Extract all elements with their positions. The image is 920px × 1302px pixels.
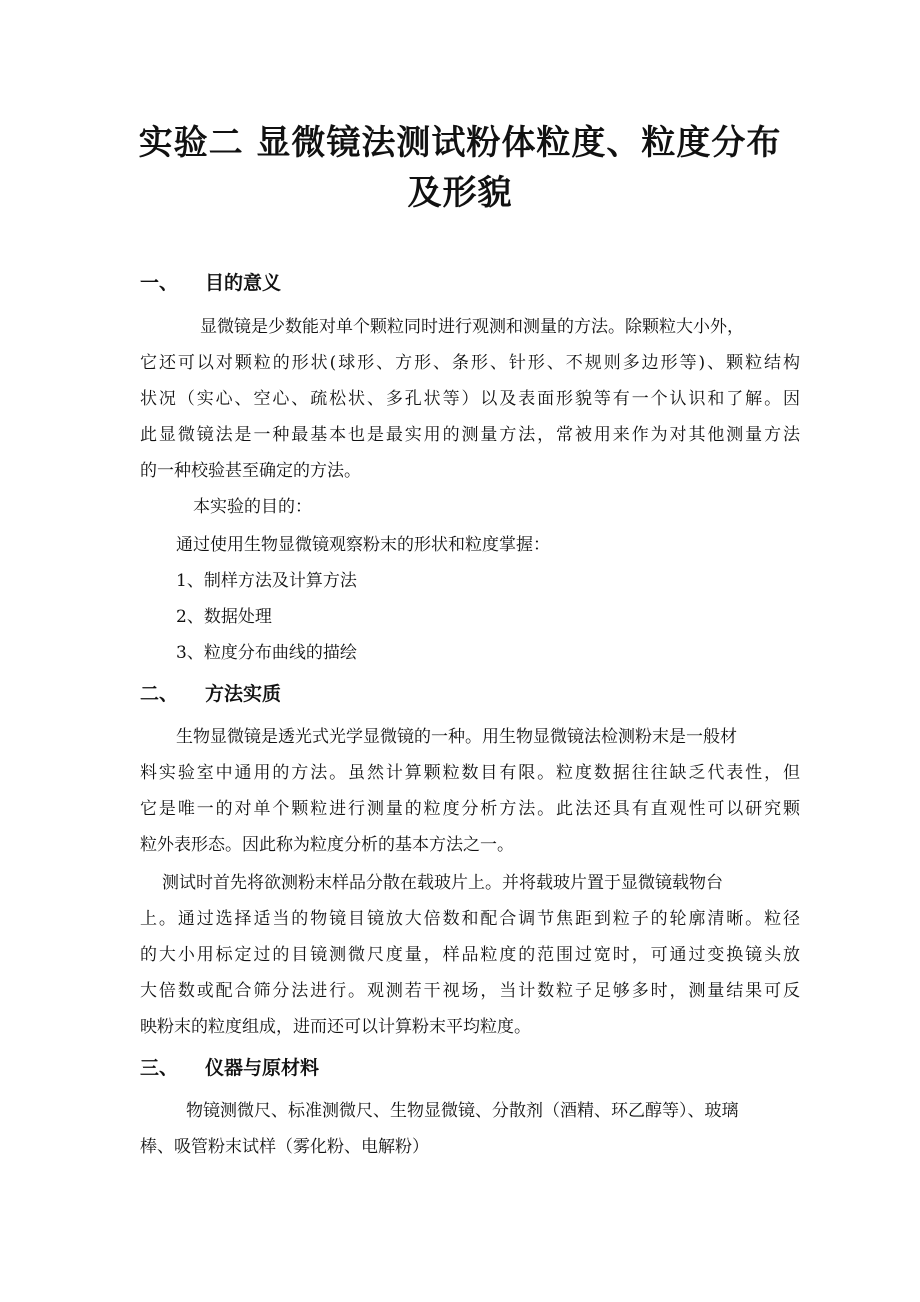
section-number: 二、 <box>140 683 179 705</box>
paragraph-line: 它是唯一的对单个颗粒进行测量的粒度分析方法。此法还具有直观性可以研究颗 <box>140 799 800 819</box>
paragraph-line: 粒外表形态。因此称为粒度分析的基本方法之一。 <box>140 835 514 855</box>
section-number: 三、 <box>140 1057 179 1079</box>
paragraph-line: 显微镜是少数能对单个颗粒同时进行观测和测量的方法。除颗粒大小外， <box>200 317 744 337</box>
paragraph-line: 通过使用生物显微镜观察粉末的形状和粒度掌握： <box>176 535 550 555</box>
paragraph-line: 料实验室中通用的方法。虽然计算颗粒数目有限。粒度数据往往缺乏代表性，但 <box>140 763 800 783</box>
paragraph-line: 的大小用标定过的目镜测微尺度量，样品粒度的范围过宽时，可通过变换镜头放 <box>140 945 800 965</box>
list-item: 2、数据处理 <box>176 607 272 627</box>
section-title: 方法实质 <box>205 683 282 705</box>
section-heading-method <box>140 679 281 706</box>
paragraph-line: 生物显微镜是透光式光学显微镜的一种。用生物显微镜法检测粉末是一般材 <box>176 727 737 747</box>
paragraph-line: 本实验的目的： <box>193 497 312 517</box>
paragraph-line: 映粉末的粒度组成，进而还可以计算粉末平均粒度。 <box>140 1017 531 1037</box>
list-item: 3、粒度分布曲线的描绘 <box>176 643 357 663</box>
document-title-line-2: 及形貌 <box>407 173 513 213</box>
document-title-line-1: 实验二 显微镜法测试粉体粒度、粒度分布 <box>138 123 782 163</box>
section-heading-equipment <box>140 1053 319 1080</box>
section-number: 一、 <box>140 272 179 294</box>
paragraph-line: 它还可以对颗粒的形状(球形、方形、条形、针形、不规则多边形等)、颗粒结构 <box>140 353 800 373</box>
paragraph-line: 棒、吸管粉末试样（雾化粉、电解粉） <box>140 1137 429 1157</box>
paragraph-line: 的一种校验甚至确定的方法。 <box>140 461 361 481</box>
section-title: 目的意义 <box>205 272 282 294</box>
paragraph-line: 上。通过选择适当的物镜目镜放大倍数和配合调节焦距到粒子的轮廓清晰。粒径 <box>140 909 800 929</box>
section-title: 仪器与原材料 <box>205 1057 320 1079</box>
paragraph-line: 状况（实心、空心、疏松状、多孔状等）以及表面形貌等有一个认识和了解。因 <box>140 389 800 409</box>
paragraph-line: 物镜测微尺、标准测微尺、生物显微镜、分散剂（酒精、环乙醇等）、玻璃 <box>186 1101 739 1121</box>
paragraph-line: 大倍数或配合筛分法进行。观测若干视场，当计数粒子足够多时，测量结果可反 <box>140 981 800 1001</box>
paragraph-line: 测试时首先将欲测粉末样品分散在载玻片上。并将载玻片置于显微镜载物台 <box>162 873 723 893</box>
section-heading-purpose <box>140 268 281 295</box>
paragraph-line: 此显微镜法是一种最基本也是最实用的测量方法，常被用来作为对其他测量方法 <box>140 425 800 445</box>
list-item: 1、制样方法及计算方法 <box>176 571 357 591</box>
